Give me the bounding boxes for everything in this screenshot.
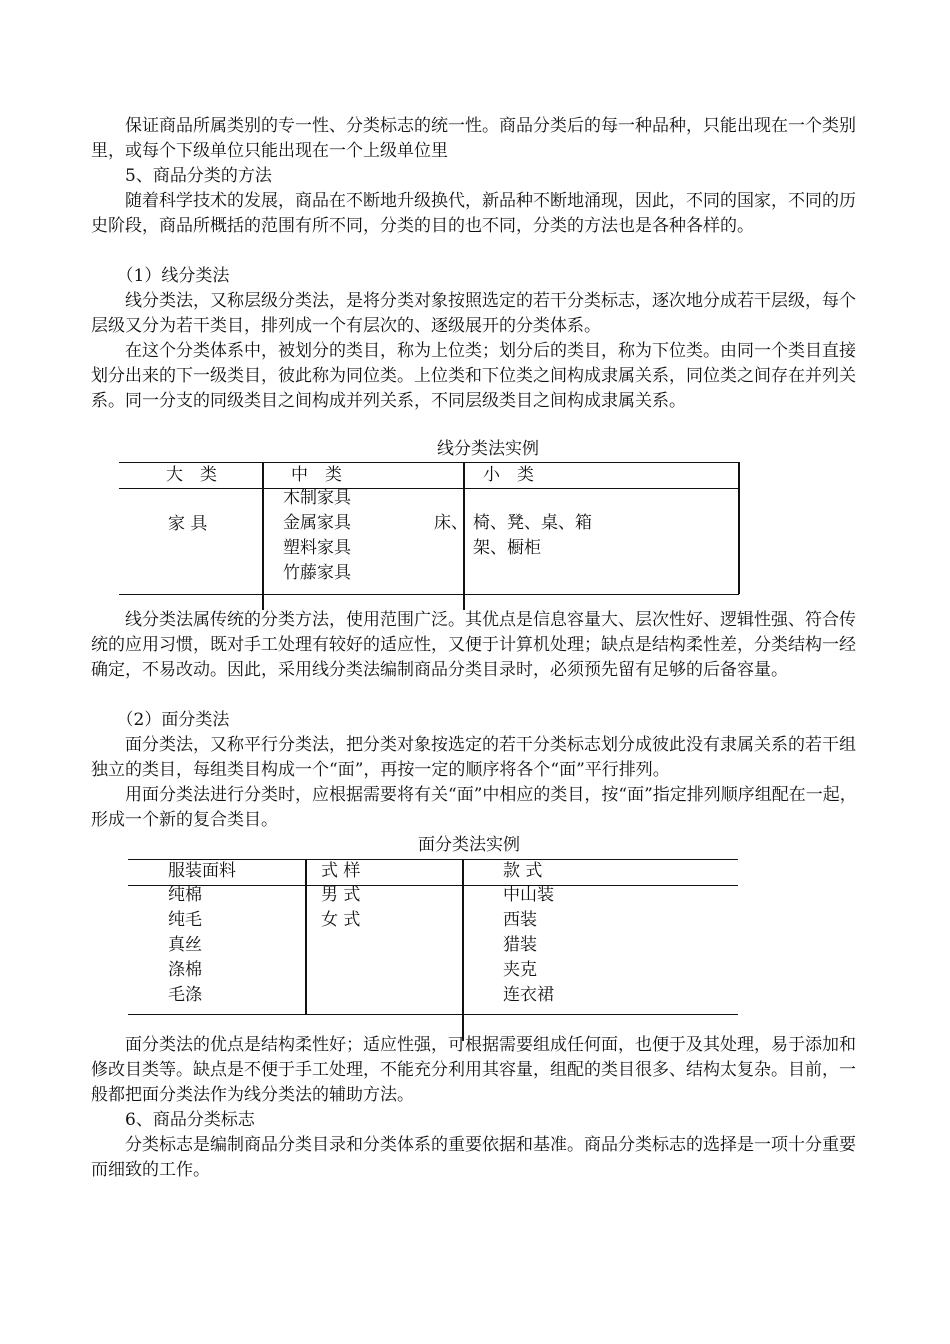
table-header-cell: 服装面料	[168, 861, 236, 881]
table-cell: 真丝	[168, 935, 202, 955]
table-column-divider	[305, 859, 307, 1014]
heading-5: 5、商品分类的方法	[91, 166, 272, 186]
heading-line-classification: （1）线分类法	[91, 266, 230, 286]
table-cell: 西装	[503, 910, 537, 930]
table-cell: 连衣裙	[503, 985, 554, 1005]
table-cell: 床、	[434, 513, 468, 533]
table-cell: 毛涤	[168, 985, 202, 1005]
table-caption: 面分类法实例	[418, 835, 520, 855]
table-column-middle	[283, 486, 351, 586]
table-caption: 线分类法实例	[437, 439, 539, 459]
heading-face-classification: （2）面分类法	[91, 710, 230, 730]
paragraph-9: 分类标志是编制商品分类目录和分类体系的重要依据和基准。商品分类标志的选择是一项十分重要而细致的工作。	[91, 1135, 856, 1180]
table-column-divider	[738, 462, 740, 594]
table-cell: 涤棉	[168, 960, 202, 980]
table-cell: 纯毛	[168, 910, 202, 930]
table-column-fabric	[168, 883, 202, 1008]
table-column-cut	[503, 883, 554, 1008]
table-header-rule	[119, 488, 739, 489]
table-cell: 男 式	[321, 885, 361, 905]
table-header-cell: 款 式	[503, 861, 543, 881]
paragraph-7: 用面分类法进行分类时，应根据需要将有关“面”中相应的类目，按“面”指定排列顺序组配在一起，形成一个新的复合类目。	[91, 785, 857, 830]
table-bottom-rule	[119, 594, 739, 595]
table-bottom-rule	[128, 1014, 738, 1015]
paragraph-8: 面分类法的优点是结构柔性好；适应性强，可根据需要组成任何面，也便于及其处理，易于添加和修改目类等。缺点是不便于手工处理，不能充分利用其容量，组配的类目很多、结构太复杂。目前，一般都把面分类法作为线分类法的辅助方法。	[91, 1035, 856, 1105]
heading-6: 6、商品分类标志	[91, 1110, 255, 1130]
table-header-cell: 大 类	[166, 465, 217, 485]
table-cell: 金属家具	[283, 513, 351, 533]
table-cell: 塑料家具	[283, 538, 351, 558]
table-column-divider	[262, 462, 264, 610]
table-cell: 架、橱柜	[473, 538, 541, 558]
table-column-minor	[473, 511, 592, 561]
table-header-cell: 式 样	[321, 861, 361, 881]
table-cell-major: 家 具	[168, 514, 208, 534]
table-cell: 竹藤家具	[283, 563, 351, 583]
table-column-divider	[463, 462, 465, 610]
table-cell: 猎装	[503, 935, 537, 955]
paragraph-3: 线分类法，又称层级分类法，是将分类对象按照选定的若干分类标志，逐次地分成若干层级，每个层级又分为若干类目，排列成一个有层次的、逐级展开的分类体系。	[91, 291, 856, 336]
table-header-cell: 小 类	[483, 465, 534, 485]
table-cell: 夹克	[503, 960, 537, 980]
paragraph-5: 线分类法属传统的分类方法，使用范围广泛。其优点是信息容量大、层次性好、逻辑性强、符合传统的应用习惯，既对手工处理有较好的适应性，又便于计算机处理；缺点是结构柔性差，分类结构一经确定，不易改动。因此，采用线分类法编制商品分类目录时，必须预先留有足够的后备容量。	[91, 610, 856, 680]
table-column-divider	[462, 859, 464, 1041]
table-cell: 女 式	[321, 910, 361, 930]
table-cell: 椅、凳、桌、箱	[473, 513, 592, 533]
paragraph-6: 面分类法，又称平行分类法，把分类对象按选定的若干分类标志划分成彼此没有隶属关系的若干组独立的类目，每组类目构成一个“面”，再按一定的顺序将各个“面”平行排列。	[91, 735, 856, 780]
paragraph-2: 随着科学技术的发展，商品在不断地升级换代，新品种不断地涌现，因此，不同的国家，不同的历史阶段，商品所概括的范围有所不同，分类的目的也不同，分类的方法也是各种各样的。	[91, 191, 856, 236]
table-cell: 木制家具	[283, 488, 351, 508]
table-header-rule	[128, 885, 738, 886]
table-header-cell: 中 类	[291, 465, 342, 485]
paragraph-1: 保证商品所属类别的专一性、分类标志的统一性。商品分类后的每一种品种，只能出现在一个类别里，或每个下级单位只能出现在一个上级单位里	[91, 116, 856, 161]
table-cell: 纯棉	[168, 885, 202, 905]
table-column-style	[321, 883, 360, 933]
paragraph-4: 在这个分类体系中，被划分的类目，称为上位类；划分后的类目，称为下位类。由同一个类目直接划分出来的下一级类目，彼此称为同位类。上位类和下位类之间构成隶属关系，同位类之间存在并列关系。同一分支的同级类目之间构成并列关系，不同层级类目之间构成隶属关系。	[91, 341, 856, 411]
table-cell: 中山装	[503, 885, 554, 905]
